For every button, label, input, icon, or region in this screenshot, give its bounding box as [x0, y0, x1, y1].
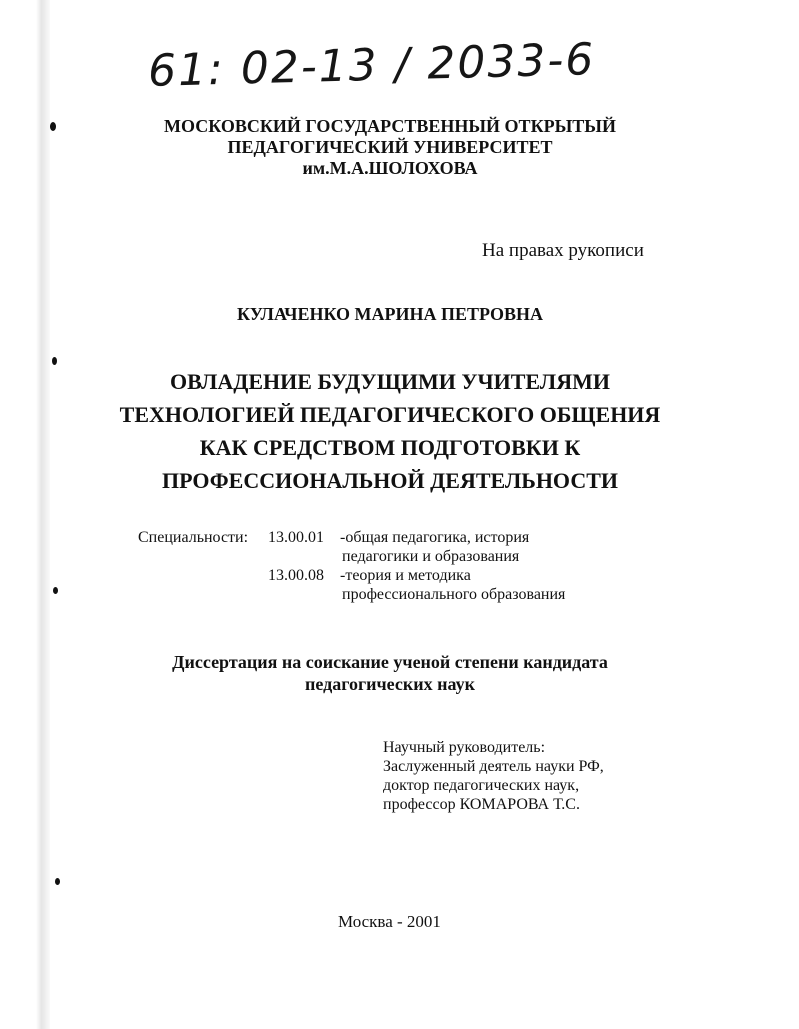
degree-statement: [80, 651, 700, 695]
scan-mark: [52, 357, 57, 365]
university-line: МОСКОВСКИЙ ГОСУДАРСТВЕННЫЙ ОТКРЫТЫЙ: [164, 116, 616, 136]
advisor-line: доктор педагогических наук,: [383, 777, 580, 794]
degree-line: педагогических наук: [305, 674, 475, 694]
scientific-advisor: [383, 738, 604, 814]
city-year: Москва - 2001: [338, 912, 441, 931]
scan-mark: [50, 122, 56, 131]
author-name: КУЛАЧЕНКО МАРИНА ПЕТРОВНА: [237, 304, 543, 324]
dissertation-title: [80, 365, 700, 497]
scan-mark: [55, 878, 60, 885]
specialty-description-cont: профессионального образования: [342, 586, 566, 603]
specialty-description: -теория и методика: [340, 567, 471, 584]
specialty-description-cont: педагогики и образования: [342, 548, 520, 565]
advisor-line: Научный руководитель:: [383, 739, 546, 756]
university-line: им.М.А.ШОЛОХОВА: [302, 158, 478, 178]
university-name: [100, 116, 680, 179]
advisor-line: профессор КОМАРОВА Т.С.: [383, 796, 580, 813]
scan-binding-edge: [36, 0, 50, 1029]
handwritten-archive-number: 61: 02-13 / 2033-6: [147, 34, 596, 97]
title-line: ОВЛАДЕНИЕ БУДУЩИМИ УЧИТЕЛЯМИ: [170, 369, 610, 394]
specialty-code: 13.00.01: [268, 529, 324, 546]
specialty-description: -общая педагогика, история: [340, 529, 530, 546]
advisor-line: Заслуженный деятель науки РФ,: [383, 758, 604, 775]
title-line: ПРОФЕССИОНАЛЬНОЙ ДЕЯТЕЛЬНОСТИ: [161, 468, 618, 493]
manuscript-rights-note: На правах рукописи: [482, 240, 644, 261]
specialty-code: 13.00.08: [268, 567, 324, 584]
title-line: ТЕХНОЛОГИЕЙ ПЕДАГОГИЧЕСКОГО ОБЩЕНИЯ: [119, 402, 661, 427]
scan-mark: [53, 587, 58, 594]
degree-line: Диссертация на соискание ученой степени кандидата: [172, 652, 608, 672]
title-line: КАК СРЕДСТВОМ ПОДГОТОВКИ К: [199, 435, 581, 460]
specialties-label: Специальности:: [138, 529, 249, 546]
university-line: ПЕДАГОГИЧЕСКИЙ УНИВЕРСИТЕТ: [227, 137, 553, 157]
